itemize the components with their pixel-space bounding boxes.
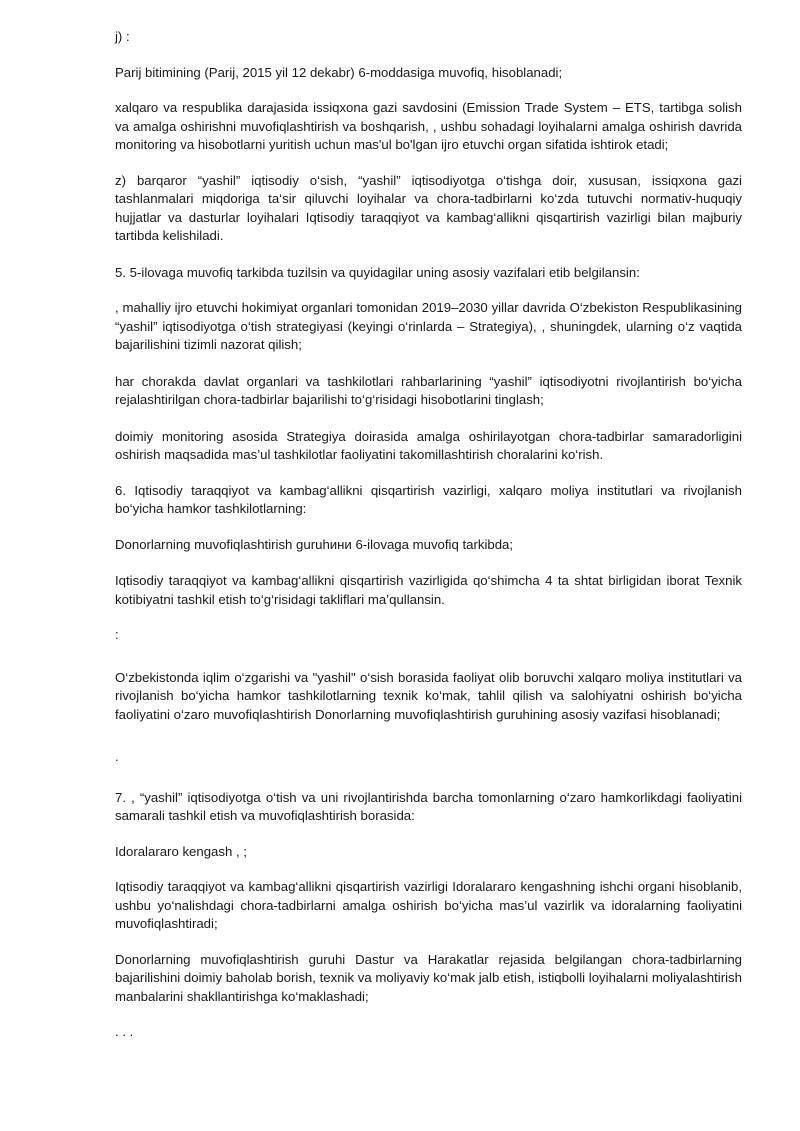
paragraph-strategy-control: , mahalliy ijro etuvchi hokimiyat organlari tomonidan 2019–2030 yillar davrida O‘zbekiston Respublikasining “yashil” iqtisodiyotga o‘tish strategiyasi (keyingi o‘rinlarda – Strategiya), , shuningdek, ularning o‘z vaqtida bajarilishini tizimli nazorat qilish; xyxy=(115,300,742,352)
paragraph-secretariat: Iqtisodiy taraqqiyot va kambag‘allikni qisqartirish vazirligida qo‘shimcha 4 ta shtat birligidan iborat Texnik kotibiyatni tashkil etish to‘g‘risidagi takliflari ma’qullansin. xyxy=(115,573,742,607)
paragraph-donor-group: Donorlarning muvofiqlashtirish guruhини 6-ilovaga muvofiq tarkibda; xyxy=(115,536,514,552)
paragraph-ets: xalqaro va respublika darajasida issiqxona gazi savdosini (Emission Trade System – ETS, tartibga solish va amalga oshirishni muvofiqlashtirish va boshqarish, , ushbu sohadagi loyihalarni amalga oshirish davrida monitoring va hisobotlarni yuritish uchun mas'ul bo'lgan ijro etuvchi organ sifatida ishtirok etadi; xyxy=(115,100,742,152)
paragraph-colon: : xyxy=(115,627,119,642)
paragraph-paris-agreement: Parij bitimining (Parij, 2015 yil 12 dekabr) 6-moddasiga muvofiq, hisoblanadi; xyxy=(115,64,563,80)
paragraph-working-body: Iqtisodiy taraqqiyot va kambag‘allikni qisqartirish vazirligi Idoralararo kengashning ishchi organi hisoblanib, ushbu yo‘nalishdagi chora-tadbirlarni amalga oshirish bo‘yicha mas’ul vazirlik va idoralarning faoliyatini muvofiqlashtiradi; xyxy=(115,879,742,931)
paragraph-item-7: 7. , “yashil” iqtisodiyotga o‘tish va uni rivojlantirishda barcha tomonlarning o‘zaro hamkorlikdagi faoliyatini samarali tashkil etish va muvofiqlashtirish borasida: xyxy=(115,789,742,823)
paragraph-clause-z: z) barqaror “yashil” iqtisodiy o‘sish, “yashil” iqtisodiyotga o‘tishga doir, xususan, issiqxona gazi tashlanmalari miqdoriga ta‘sir qiluvchi loyihalar va chora-tadbirlarni ko‘zda tutuvchi normativ-huquqiy hujjatlar va dasturlar loyihalari Iqtisodiy taraqqiyot va kambag‘allikni qisqartirish vazirligi bilan majburiy tartibda kelishiladi. xyxy=(115,172,742,243)
paragraph-donor-assessment: Donorlarning muvofiqlashtirish guruhi Dastur va Harakatlar rejasida belgilangan chora-tadbirlarning bajarilishini doimiy baholab borish, texnik va moliyaviy ko‘mak jalb etish, istiqbolli loyihalarni moliyalashtirish manbalarini shakllantirishga ko‘maklashadi; xyxy=(115,951,742,1004)
paragraph-monitoring: doimiy monitoring asosida Strategiya doirasida amalga oshirilayotgan chora-tadbirlar samaradorligini oshirish maqsadida mas’ul tashkilotlar faoliyatini takomillashtirish choralarini ko‘rish. xyxy=(115,428,742,462)
paragraph-ellipsis: . . . xyxy=(115,1024,134,1039)
paragraph-clause-j: j) : xyxy=(115,29,130,44)
paragraph-period: . xyxy=(115,749,119,764)
paragraph-item-5: 5. 5-ilovaga muvofiq tarkibda tuzilsin va quyidagilar uning asosiy vazifalari etib belgilansin: xyxy=(115,264,640,280)
paragraph-quarterly-reports: har chorakda davlat organlari va tashkilotlari rahbarlarining “yashil” iqtisodiyotni rivojlantirish bo‘yicha rejalashtirilgan chora-tadbirlar bajarilishi to‘g‘risidagi hisobotlarini tinglash; xyxy=(115,373,742,407)
paragraph-donor-task: O‘zbekistonda iqlim o‘zgarishi va "yashil" o‘sish borasida faoliyat olib boruvchi xalqaro moliya institutlari va rivojlanish bo‘yicha hamkor tashkilotlarning texnik ko‘mak, tahlil qilish va salohiyatni oshirish bo‘yicha faoliyatini o‘zaro muvofiqlashtirish Donorlarning muvofiqlashtirish guruhining asosiy vazifasi hisoblanadi; xyxy=(115,669,742,722)
paragraph-interagency-council: Idoralararo kengash , ; xyxy=(115,843,247,859)
paragraph-item-6: 6. Iqtisodiy taraqqiyot va kambag‘allikni qisqartirish vazirligi, xalqaro moliya institutlari va rivojlanish bo‘yicha hamkor tashkilotlarning: xyxy=(115,482,742,516)
